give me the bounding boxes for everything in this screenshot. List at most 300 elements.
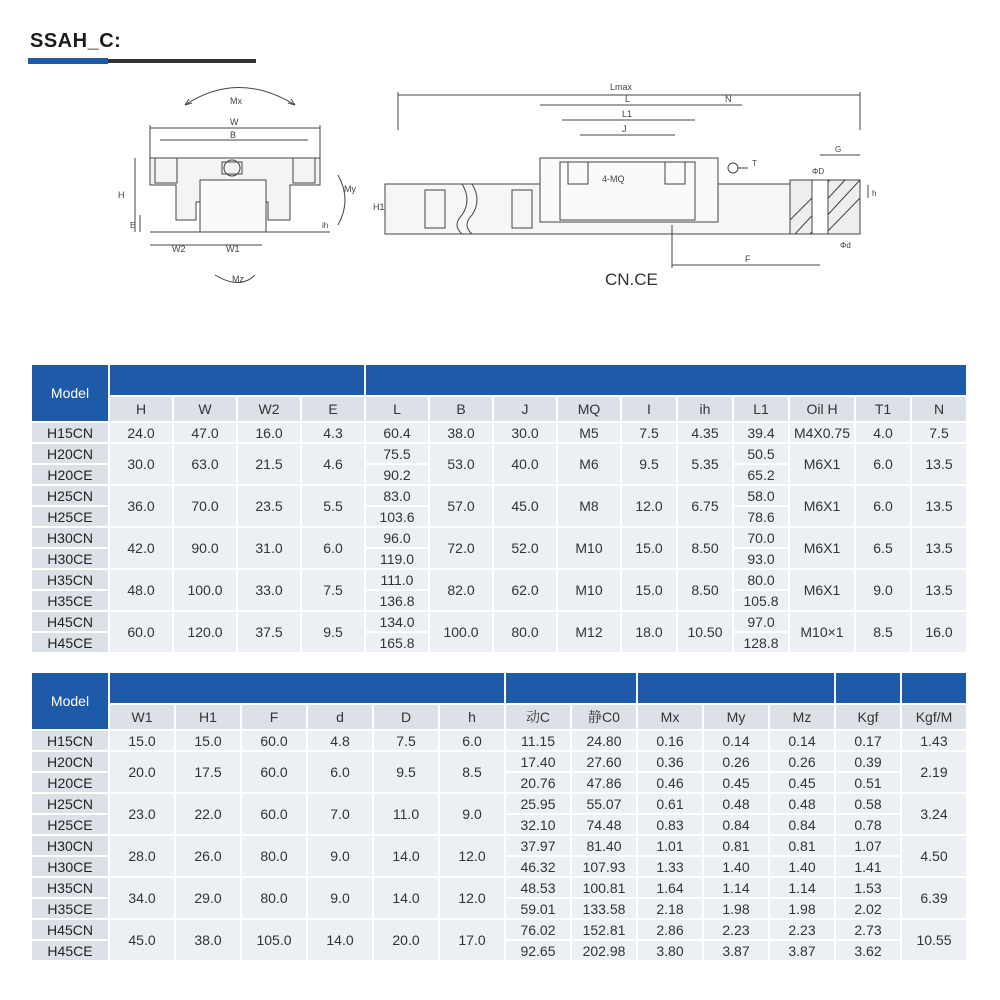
cell-h: 17.0 (440, 920, 504, 960)
cell-h1: 38.0 (176, 920, 240, 960)
model-name: H45CN (32, 612, 108, 631)
cell-my: 1.40 (704, 857, 768, 876)
title-underline-accent (28, 58, 108, 64)
col-header-4: d (308, 705, 372, 729)
cell-mz: 0.81 (770, 836, 834, 855)
label-h1: H1 (373, 202, 385, 212)
cell-ih: 6.75 (678, 486, 732, 526)
cell-oilh: M4X0.75 (790, 423, 854, 442)
cell-f: 60.0 (242, 731, 306, 750)
cell-e: 4.6 (302, 444, 364, 484)
title-underline (28, 58, 256, 64)
spec-table-1 (30, 363, 968, 654)
label-phi-d-large: ΦD (812, 167, 825, 176)
cell-w2: 21.5 (238, 444, 300, 484)
cell-oilh: M6X1 (790, 444, 854, 484)
cell-f: 105.0 (242, 920, 306, 960)
cell-b: 53.0 (430, 444, 492, 484)
cell-kgf: 2.02 (836, 899, 900, 918)
cell-b: 57.0 (430, 486, 492, 526)
cell-e: 4.3 (302, 423, 364, 442)
cell-j: 80.0 (494, 612, 556, 652)
model-name: H20CE (32, 465, 108, 484)
cell-l: 96.0 (366, 528, 428, 547)
col-header-6: B (430, 397, 492, 421)
col-header-1: H (110, 397, 172, 421)
table-row (32, 836, 966, 855)
model-name: H35CN (32, 878, 108, 897)
cell-h1: 17.5 (176, 752, 240, 792)
cell-c0: 24.80 (572, 731, 636, 750)
cell-c0: 81.40 (572, 836, 636, 855)
col-header-11: Mz (770, 705, 834, 729)
cell-c0: 27.60 (572, 752, 636, 771)
model-name: H15CN (32, 731, 108, 750)
cell-mz: 3.87 (770, 941, 834, 960)
model-header: Model (32, 673, 108, 729)
table-row (32, 752, 966, 771)
cell-mq: M5 (558, 423, 620, 442)
cell-w2: 33.0 (238, 570, 300, 610)
cell-l1: 58.0 (734, 486, 788, 505)
label-j: J (622, 124, 627, 134)
cell-l1: 50.5 (734, 444, 788, 463)
col-header-5: L (366, 397, 428, 421)
col-header-4: E (302, 397, 364, 421)
cell-mx: 3.80 (638, 941, 702, 960)
table-row (32, 920, 966, 939)
cell-c0: 47.86 (572, 773, 636, 792)
cell-f: 80.0 (242, 836, 306, 876)
col-header-13: Kgf/M (902, 705, 966, 729)
cell-c0: 133.58 (572, 899, 636, 918)
cell-h: 36.0 (110, 486, 172, 526)
cell-d: 14.0 (308, 920, 372, 960)
cell-b: 100.0 (430, 612, 492, 652)
cell-mx: 2.86 (638, 920, 702, 939)
col-header-6: h (440, 705, 504, 729)
col-header-10: ih (678, 397, 732, 421)
model-name: H25CN (32, 486, 108, 505)
cell-kgfm: 1.43 (902, 731, 966, 750)
cell-t1: 6.0 (856, 486, 910, 526)
cell-my: 0.26 (704, 752, 768, 771)
col-header-2: H1 (176, 705, 240, 729)
cell-l: 134.0 (366, 612, 428, 631)
cell-l1: 39.4 (734, 423, 788, 442)
label-mx: Mx (230, 96, 242, 106)
cell-l1: 128.8 (734, 633, 788, 652)
table-row (32, 486, 966, 505)
cell-i: 7.5 (622, 423, 676, 442)
cell-d: 4.8 (308, 731, 372, 750)
cell-mq: M10 (558, 528, 620, 568)
cell-l: 90.2 (366, 465, 428, 484)
cell-c0: 55.07 (572, 794, 636, 813)
table-row (32, 528, 966, 547)
cell-c: 46.32 (506, 857, 570, 876)
cell-e: 7.5 (302, 570, 364, 610)
cell-my: 1.98 (704, 899, 768, 918)
cell-l: 136.8 (366, 591, 428, 610)
cell-w: 100.0 (174, 570, 236, 610)
cell-c: 37.97 (506, 836, 570, 855)
cell-b: 72.0 (430, 528, 492, 568)
cell-ih: 8.50 (678, 570, 732, 610)
cell-mz: 1.14 (770, 878, 834, 897)
cell-j: 45.0 (494, 486, 556, 526)
model-name: H30CE (32, 549, 108, 568)
cell-w: 47.0 (174, 423, 236, 442)
cell-my: 0.14 (704, 731, 768, 750)
cell-mq: M12 (558, 612, 620, 652)
col-header-1: W1 (110, 705, 174, 729)
model-name: H20CN (32, 752, 108, 771)
cell-b: 82.0 (430, 570, 492, 610)
model-name: H25CN (32, 794, 108, 813)
cell-n: 13.5 (912, 528, 966, 568)
cell-kgf: 0.78 (836, 815, 900, 834)
cell-kgf: 0.17 (836, 731, 900, 750)
cell-w1: 34.0 (110, 878, 174, 918)
label-t: T (752, 159, 757, 168)
label-g: G (835, 145, 842, 154)
group-band-1 (110, 673, 504, 703)
cell-kgfm: 4.50 (902, 836, 966, 876)
cell-w2: 16.0 (238, 423, 300, 442)
table-row (32, 612, 966, 631)
cell-w: 90.0 (174, 528, 236, 568)
cell-w: 63.0 (174, 444, 236, 484)
cell-h1: 15.0 (176, 731, 240, 750)
group-band-2 (506, 673, 636, 703)
cell-l1: 97.0 (734, 612, 788, 631)
model-name: H30CE (32, 857, 108, 876)
col-header-8: MQ (558, 397, 620, 421)
cell-c0: 202.98 (572, 941, 636, 960)
cell-oilh: M6X1 (790, 486, 854, 526)
title-underline-rule (108, 59, 256, 63)
cell-h: 9.0 (440, 794, 504, 834)
cell-t1: 6.0 (856, 444, 910, 484)
cell-my: 0.45 (704, 773, 768, 792)
label-phi-d-small: Φd (840, 241, 851, 250)
label-f: F (745, 254, 751, 264)
cell-mx: 1.33 (638, 857, 702, 876)
cell-j: 40.0 (494, 444, 556, 484)
cell-d: 9.5 (374, 752, 438, 792)
cell-d: 7.5 (374, 731, 438, 750)
cell-h: 48.0 (110, 570, 172, 610)
cell-c0: 107.93 (572, 857, 636, 876)
cell-c: 17.40 (506, 752, 570, 771)
cell-l: 165.8 (366, 633, 428, 652)
cell-mx: 1.64 (638, 878, 702, 897)
cell-c: 48.53 (506, 878, 570, 897)
cell-i: 15.0 (622, 528, 676, 568)
cell-mz: 1.98 (770, 899, 834, 918)
cell-l1: 80.0 (734, 570, 788, 589)
technical-drawing (0, 70, 1000, 300)
col-header-14: N (912, 397, 966, 421)
cell-f: 80.0 (242, 878, 306, 918)
cell-my: 2.23 (704, 920, 768, 939)
cell-ih: 5.35 (678, 444, 732, 484)
cell-n: 13.5 (912, 444, 966, 484)
cell-mx: 0.36 (638, 752, 702, 771)
cell-l: 75.5 (366, 444, 428, 463)
cell-c: 11.15 (506, 731, 570, 750)
group-band-5 (902, 673, 966, 703)
cell-l1: 78.6 (734, 507, 788, 526)
cell-kgf: 0.39 (836, 752, 900, 771)
cell-my: 0.48 (704, 794, 768, 813)
cell-mx: 2.18 (638, 899, 702, 918)
cell-my: 3.87 (704, 941, 768, 960)
cell-f: 60.0 (242, 752, 306, 792)
cell-w1: 15.0 (110, 731, 174, 750)
cell-my: 1.14 (704, 878, 768, 897)
cell-w: 70.0 (174, 486, 236, 526)
col-header-12: Oil H (790, 397, 854, 421)
model-name: H45CE (32, 633, 108, 652)
cell-h: 30.0 (110, 444, 172, 484)
cell-n: 13.5 (912, 486, 966, 526)
cell-l1: 70.0 (734, 528, 788, 547)
cell-e: 5.5 (302, 486, 364, 526)
cell-w1: 23.0 (110, 794, 174, 834)
model-name: H35CN (32, 570, 108, 589)
cell-mz: 0.45 (770, 773, 834, 792)
cell-l1: 105.8 (734, 591, 788, 610)
cell-d: 7.0 (308, 794, 372, 834)
cell-mq: M10 (558, 570, 620, 610)
cell-d: 14.0 (374, 878, 438, 918)
cell-l1: 93.0 (734, 549, 788, 568)
cell-n: 7.5 (912, 423, 966, 442)
cell-ih: 4.35 (678, 423, 732, 442)
cell-mx: 1.01 (638, 836, 702, 855)
cell-c0: 100.81 (572, 878, 636, 897)
cell-w1: 28.0 (110, 836, 174, 876)
cell-kgfm: 6.39 (902, 878, 966, 918)
model-name: H20CN (32, 444, 108, 463)
cell-c0: 74.48 (572, 815, 636, 834)
cell-kgf: 1.07 (836, 836, 900, 855)
cell-c: 32.10 (506, 815, 570, 834)
model-name: H35CE (32, 591, 108, 610)
cell-mz: 0.26 (770, 752, 834, 771)
label-h: H (118, 190, 125, 200)
cell-l: 83.0 (366, 486, 428, 505)
cell-d: 9.0 (308, 836, 372, 876)
group-band-4 (836, 673, 900, 703)
label-my: My (344, 184, 356, 194)
label-w: W (230, 117, 239, 127)
cell-kgfm: 2.19 (902, 752, 966, 792)
label-h-small: h (872, 189, 877, 198)
cell-kgfm: 3.24 (902, 794, 966, 834)
cell-kgf: 1.41 (836, 857, 900, 876)
cell-mz: 1.40 (770, 857, 834, 876)
model-name: H45CE (32, 941, 108, 960)
cell-ih: 10.50 (678, 612, 732, 652)
cell-h: 42.0 (110, 528, 172, 568)
group-band-2 (366, 365, 966, 395)
cell-kgf: 0.51 (836, 773, 900, 792)
cell-w1: 45.0 (110, 920, 174, 960)
cell-c: 20.76 (506, 773, 570, 792)
cell-l: 119.0 (366, 549, 428, 568)
cell-f: 60.0 (242, 794, 306, 834)
label-w1: W1 (226, 244, 240, 254)
cell-mz: 0.14 (770, 731, 834, 750)
col-header-7: J (494, 397, 556, 421)
cell-i: 15.0 (622, 570, 676, 610)
model-name: H45CN (32, 920, 108, 939)
table-row (32, 731, 966, 750)
cell-t1: 9.0 (856, 570, 910, 610)
cell-n: 16.0 (912, 612, 966, 652)
col-header-12: Kgf (836, 705, 900, 729)
spec-table-2 (30, 671, 968, 962)
col-header-10: My (704, 705, 768, 729)
col-header-9: Mx (638, 705, 702, 729)
cell-mz: 0.48 (770, 794, 834, 813)
cell-j: 52.0 (494, 528, 556, 568)
cell-n: 13.5 (912, 570, 966, 610)
cell-oilh: M6X1 (790, 528, 854, 568)
cell-w2: 37.5 (238, 612, 300, 652)
cell-h: 60.0 (110, 612, 172, 652)
cell-d: 20.0 (374, 920, 438, 960)
cell-w2: 31.0 (238, 528, 300, 568)
cell-w: 120.0 (174, 612, 236, 652)
cell-l1: 65.2 (734, 465, 788, 484)
cell-d: 11.0 (374, 794, 438, 834)
cell-h1: 22.0 (176, 794, 240, 834)
cell-l: 111.0 (366, 570, 428, 589)
table-row (32, 878, 966, 897)
table-row (32, 570, 966, 589)
label-w2: W2 (172, 244, 186, 254)
cell-d: 14.0 (374, 836, 438, 876)
cell-my: 0.81 (704, 836, 768, 855)
cell-t1: 8.5 (856, 612, 910, 652)
cell-h: 6.0 (440, 731, 504, 750)
cell-c: 92.65 (506, 941, 570, 960)
cell-l: 103.6 (366, 507, 428, 526)
label-ih: ih (322, 221, 329, 230)
cell-mx: 0.46 (638, 773, 702, 792)
col-header-13: T1 (856, 397, 910, 421)
cell-mx: 0.83 (638, 815, 702, 834)
label-lmax: Lmax (610, 82, 633, 92)
model-name: H35CE (32, 899, 108, 918)
cell-kgfm: 10.55 (902, 920, 966, 960)
cell-kgf: 3.62 (836, 941, 900, 960)
col-header-9: I (622, 397, 676, 421)
cell-mx: 0.61 (638, 794, 702, 813)
cell-d: 9.0 (308, 878, 372, 918)
cell-w1: 20.0 (110, 752, 174, 792)
cell-b: 38.0 (430, 423, 492, 442)
cell-j: 62.0 (494, 570, 556, 610)
cell-kgf: 2.73 (836, 920, 900, 939)
col-header-2: W (174, 397, 236, 421)
col-header-8: 静C0 (572, 705, 636, 729)
cell-c: 25.95 (506, 794, 570, 813)
label-mz: Mz (232, 274, 244, 284)
table-row (32, 794, 966, 813)
label-n: N (725, 94, 732, 104)
cell-mz: 0.84 (770, 815, 834, 834)
cell-h1: 26.0 (176, 836, 240, 876)
cell-t1: 4.0 (856, 423, 910, 442)
cell-kgf: 0.58 (836, 794, 900, 813)
page-title: SSAH_C: (30, 30, 122, 52)
label-4mq: 4-MQ (602, 174, 625, 184)
model-name: H30CN (32, 528, 108, 547)
cell-mx: 0.16 (638, 731, 702, 750)
col-header-3: F (242, 705, 306, 729)
model-header: Model (32, 365, 108, 421)
cell-mz: 2.23 (770, 920, 834, 939)
model-name: H25CE (32, 507, 108, 526)
cell-e: 9.5 (302, 612, 364, 652)
col-header-5: D (374, 705, 438, 729)
cell-j: 30.0 (494, 423, 556, 442)
cell-my: 0.84 (704, 815, 768, 834)
cell-i: 12.0 (622, 486, 676, 526)
cell-h: 8.5 (440, 752, 504, 792)
cell-mq: M8 (558, 486, 620, 526)
cell-kgf: 1.53 (836, 878, 900, 897)
model-name: H15CN (32, 423, 108, 442)
model-name: H20CE (32, 773, 108, 792)
cell-l: 60.4 (366, 423, 428, 442)
cell-c: 59.01 (506, 899, 570, 918)
cell-oilh: M6X1 (790, 570, 854, 610)
cell-h1: 29.0 (176, 878, 240, 918)
label-e: E (130, 221, 136, 230)
group-band-1 (110, 365, 364, 395)
cell-c: 76.02 (506, 920, 570, 939)
label-l1: L1 (622, 109, 633, 119)
col-header-3: W2 (238, 397, 300, 421)
table-row (32, 444, 966, 463)
cell-i: 9.5 (622, 444, 676, 484)
label-b: B (230, 130, 237, 140)
cell-h: 12.0 (440, 836, 504, 876)
cell-w2: 23.5 (238, 486, 300, 526)
cell-t1: 6.5 (856, 528, 910, 568)
cell-e: 6.0 (302, 528, 364, 568)
table-row (32, 423, 966, 442)
cell-h: 24.0 (110, 423, 172, 442)
label-l: L (625, 94, 631, 104)
group-band-3 (638, 673, 834, 703)
drawing-caption: CN.CE (605, 270, 658, 289)
col-header-11: L1 (734, 397, 788, 421)
col-header-7: 动C (506, 705, 570, 729)
cell-i: 18.0 (622, 612, 676, 652)
cell-mq: M6 (558, 444, 620, 484)
cell-ih: 8.50 (678, 528, 732, 568)
cell-c0: 152.81 (572, 920, 636, 939)
cell-oilh: M10×1 (790, 612, 854, 652)
model-name: H25CE (32, 815, 108, 834)
